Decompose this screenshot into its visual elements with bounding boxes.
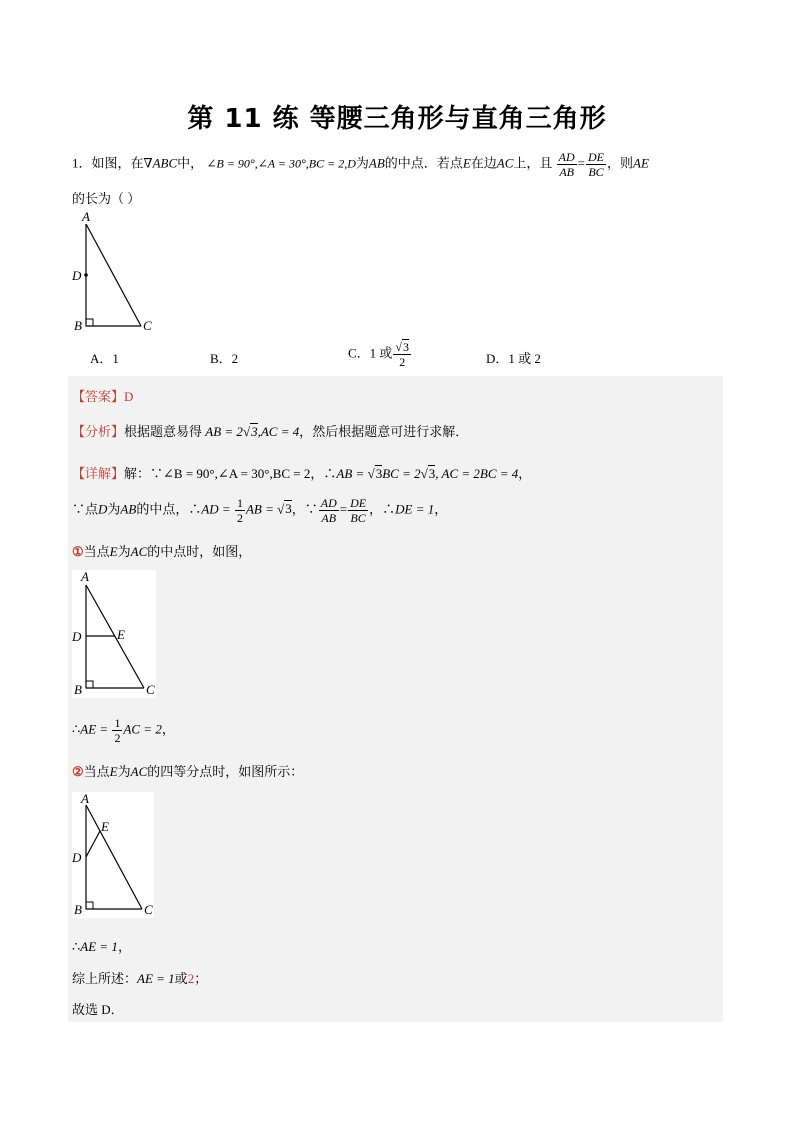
label-C: C	[143, 318, 152, 333]
svg-text:E: E	[101, 819, 109, 834]
final-answer-line: 故选 D．	[72, 1002, 124, 1017]
case1-heading: ①当点E为AC的中点时，如图，	[72, 544, 252, 559]
summary-line: 综上所述：AE = 1或2；	[72, 971, 208, 986]
detail-line-1: 【详解】解：∵∠B = 90°,∠A = 30°,BC = 2，∴AB = √3BC = 2√3, AC = 2BC = 4，	[72, 466, 532, 481]
fraction-de-bc: $\frac{DE}{BC}$	[588, 150, 605, 179]
option-a[interactable]: A．1	[90, 351, 119, 366]
fraction-ad-ab: $\frac{AD}{AB}$	[558, 150, 575, 179]
detail-line-2: ∵点D为AB的中点，∴AD = $\frac{1}{2}$ AB = √3，∵ $\frac{AD}{AB}$ = $\frac{DE}{BC}$ ，∴DE = 1，	[72, 496, 448, 525]
answer-label: 【答案】	[72, 389, 125, 404]
triangle-figure-main	[70, 208, 160, 336]
svg-text:D: D	[72, 850, 82, 865]
question-line-2: 的长为（ ）	[72, 191, 141, 206]
svg-text:E: E	[117, 627, 125, 642]
question-line-1: 1．如图，在∇ABC中， ∠B = 90°,∠A = 30°,BC = 2,D为AB的中点．若点E在边AC上，且 $\frac{AD}{AB}$ = $\frac{DE}{BC}$ ，则AE	[72, 150, 649, 179]
question-number: 1．	[72, 155, 92, 171]
option-d[interactable]: D．1 或 2	[486, 351, 541, 366]
svg-text:B: B	[74, 682, 82, 697]
svg-text:D: D	[72, 629, 82, 644]
triangle-figure-case1	[70, 568, 162, 700]
svg-text:A: A	[81, 569, 89, 584]
case1-result: ∴AE = $\frac{1}{2}$ AC = 2，	[72, 716, 175, 745]
svg-text:C: C	[144, 902, 153, 917]
option-c[interactable]: C．1 或 $\frac{√3}{2}$	[348, 340, 410, 369]
condition-formula: ∠B = 90°,∠A = 30°,BC = 2,D	[206, 156, 356, 171]
triangle-figure-case2	[70, 790, 160, 920]
case2-result: ∴AE = 1，	[72, 939, 131, 954]
answer-value: D	[124, 389, 134, 404]
label-D: D	[72, 268, 82, 283]
option-b[interactable]: B．2	[210, 351, 239, 366]
case2-heading: ②当点E为AC的四等分点时，如图所示：	[72, 764, 304, 779]
detail-label: 【详解】	[72, 466, 125, 481]
svg-text:A: A	[81, 791, 89, 806]
label-B: B	[74, 318, 82, 333]
analysis-label: 【分析】	[72, 424, 125, 439]
svg-text:C: C	[146, 682, 155, 697]
svg-text:B: B	[74, 902, 82, 917]
analysis-line: 【分析】根据题意易得 AB = 2√3,AC = 4，然后根据题意可进行求解．	[72, 424, 469, 439]
answer-line	[72, 386, 133, 405]
label-A: A	[82, 209, 90, 224]
page-title: 第 11 练 等腰三角形与直角三角形	[187, 104, 607, 134]
